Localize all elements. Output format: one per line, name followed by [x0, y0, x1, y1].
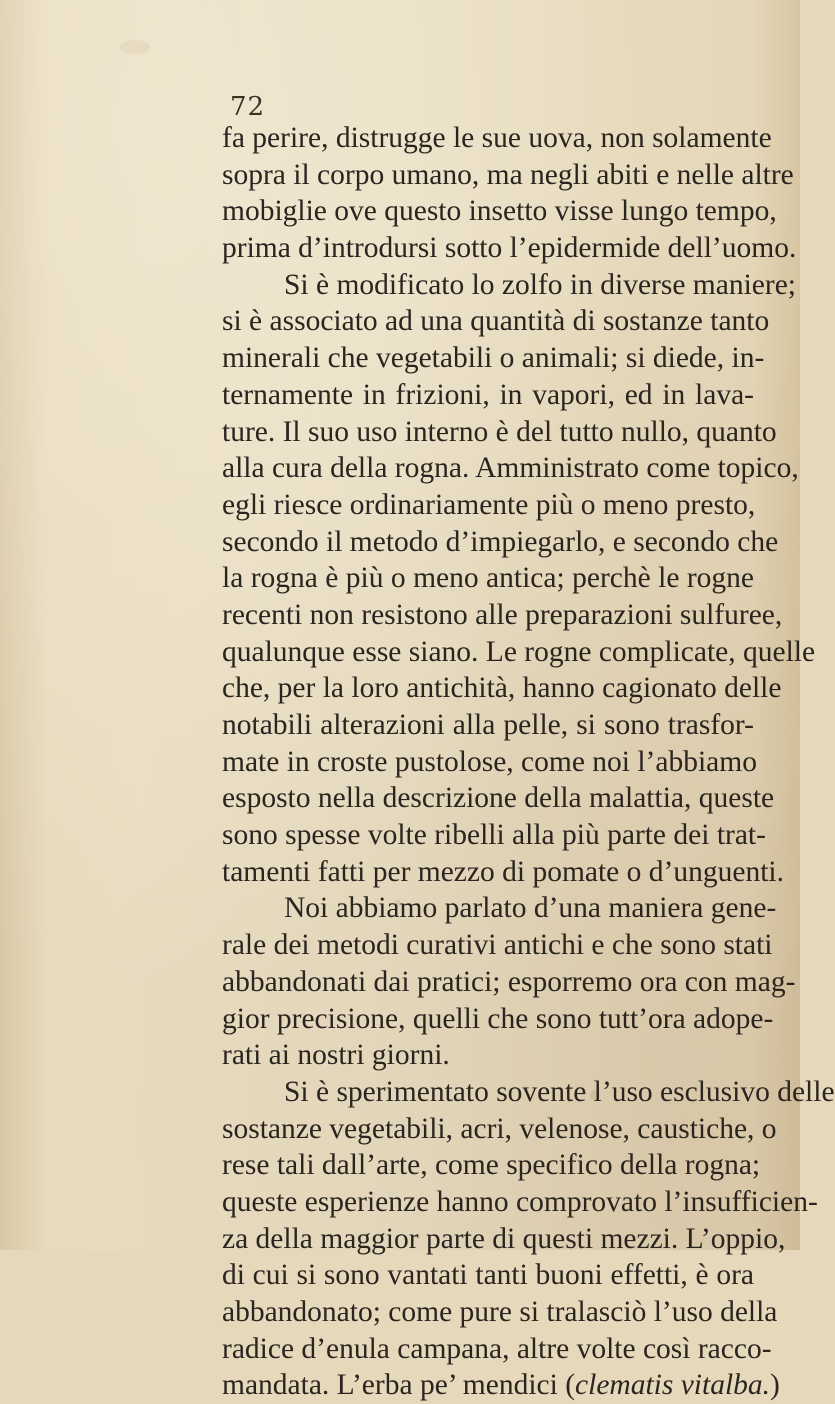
text-line: sono spesse volte ribelli alla più parte dei trat-	[222, 819, 766, 852]
text-line: rale dei metodi curativi antichi e che sono stati	[222, 929, 773, 962]
text-line-last	[222, 1367, 780, 1404]
text-line: prima d’introdursi sotto l’epidermide dell’uomo.	[222, 232, 797, 265]
text-line: fa perire, distrugge le sue uova, non solamente	[222, 122, 772, 154]
text-fragment: mandata. L’erba pe’ mendici (	[222, 1369, 576, 1402]
text-line: Noi abbiamo parlato d’una maniera gene-	[284, 892, 777, 925]
text-line: alla cura della rogna. Amministrato come topico,	[222, 452, 799, 485]
paper-stain	[120, 40, 150, 54]
text-line: notabili alterazioni alla pelle, si sono trasfor-	[222, 709, 754, 741]
text-line: che, per la loro antichità, hanno cagionato delle	[222, 672, 782, 705]
text-line: Si è sperimentato sovente l’uso esclusivo delle	[284, 1075, 835, 1108]
body-text	[222, 120, 835, 1404]
text-line: rese tali dall’arte, come specifico della rogna;	[222, 1149, 761, 1182]
text-line: secondo il metodo d’impiegarlo, e secondo che	[222, 525, 779, 558]
text-fragment: )	[770, 1369, 780, 1402]
text-line: ture. Il suo uso interno è del tutto nullo, quanto	[222, 415, 777, 448]
text-line: qualunque esse siano. Le rogne complicate, quelle	[222, 635, 816, 668]
botanical-name: clematis vitalba.	[575, 1369, 771, 1402]
text-line: la rogna è più o meno antica; perchè le rogne	[222, 562, 754, 595]
text-line: egli riesce ordinariamente più o meno presto,	[222, 488, 756, 521]
text-line: tamenti fatti per mezzo di pomate o d’unguenti.	[222, 855, 784, 888]
text-line: za della maggior parte di questi mezzi. L’oppio,	[222, 1222, 786, 1255]
text-line: esposto nella descrizione della malattia, queste	[222, 782, 775, 815]
text-line: abbandonato; come pure si tralasciò l’uso della	[222, 1296, 778, 1328]
text-line: queste esperienze hanno comprovato l’insufficien-	[222, 1185, 818, 1218]
text-line: di cui si sono vantati tanti buoni effetti, è ora	[222, 1259, 754, 1292]
text-line: ternamente in frizioni, in vapori, ed in lava-	[222, 378, 754, 411]
text-line: mate in croste pustolose, come noi l’abbiamo	[222, 745, 757, 778]
text-line: sopra il corpo umano, ma negli abiti e nelle altre	[222, 158, 794, 191]
text-line: Si è modificato lo zolfo in diverse maniere;	[284, 268, 797, 301]
text-line: minerali che vegetabili o animali; si diede, in-	[222, 342, 765, 375]
text-line: sostanze vegetabili, acri, velenose, caustiche, o	[222, 1112, 777, 1145]
text-line: gior precisione, quelli che sono tutt’ora adope-	[222, 1002, 774, 1035]
text-line: recenti non resistono alle preparazioni sulfuree,	[222, 598, 783, 631]
text-line: rati ai nostri giorni.	[222, 1039, 450, 1072]
text-line: radice d’enula campana, altre volte così racco-	[222, 1332, 772, 1365]
text-line: mobiglie ove questo insetto visse lungo tempo,	[222, 195, 777, 228]
page-number: 72	[230, 92, 266, 122]
text-line: si è associato ad una quantità di sostanze tanto	[222, 305, 770, 338]
text-line: abbandonati dai pratici; esporremo ora con mag-	[222, 965, 796, 998]
